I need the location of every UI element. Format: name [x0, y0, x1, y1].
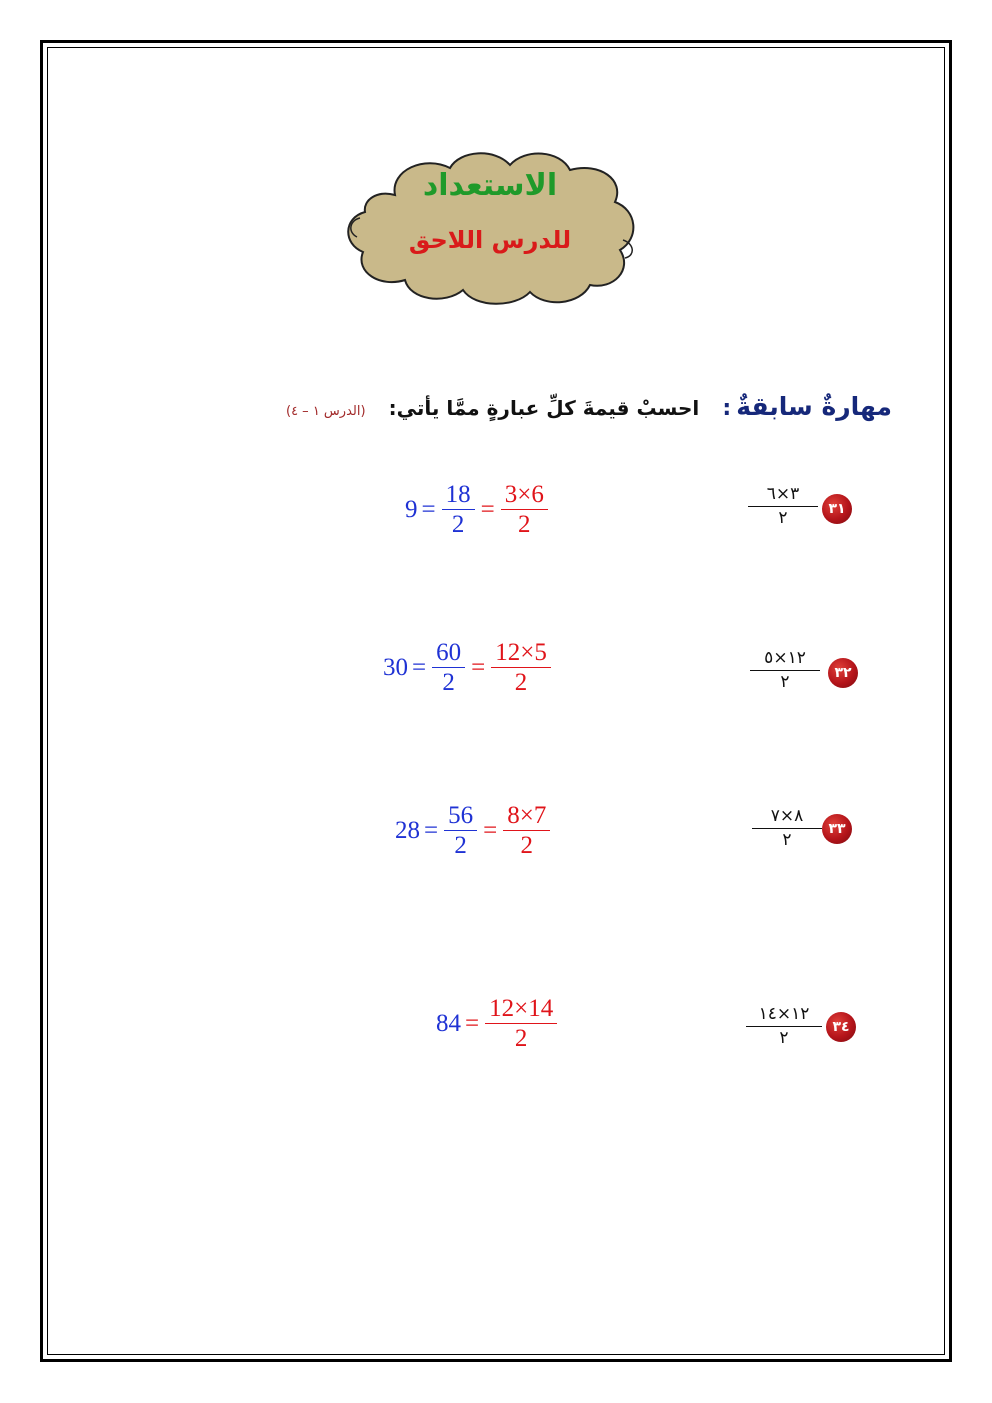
answer-expression	[383, 640, 553, 695]
fraction-numerator: 56	[444, 803, 477, 831]
problem-number-badge: ٣٢	[828, 658, 858, 688]
equals-sign: =	[465, 1009, 480, 1037]
question-numerator: ٨×٧	[752, 806, 822, 829]
question-numerator: ١٢×٥	[750, 648, 820, 671]
equals-sign: =	[412, 653, 427, 681]
answer-start-fraction	[485, 996, 557, 1051]
answer-mid-fraction	[442, 482, 475, 537]
section-subtitle: للدرس اللاحق	[408, 226, 572, 254]
fraction-denominator: 2	[451, 511, 465, 538]
instruction-line	[286, 392, 892, 421]
answer-result: 30	[383, 653, 408, 681]
equals-sign: =	[424, 816, 439, 844]
skill-colon: :	[722, 396, 732, 421]
question-denominator: ٢	[779, 1028, 789, 1048]
fraction-denominator: 2	[514, 1025, 528, 1052]
equals-sign: =	[480, 495, 495, 523]
answer-mid-fraction	[444, 803, 477, 858]
question-denominator: ٢	[782, 830, 792, 850]
fraction-numerator: 18	[442, 482, 475, 510]
answer-start-fraction	[501, 482, 548, 537]
question-fraction	[752, 806, 822, 850]
fraction-denominator: 2	[514, 669, 528, 696]
question-numerator: ٣×٦	[748, 484, 818, 507]
section-title: الاستعداد	[422, 168, 558, 203]
answer-result: 84	[436, 1009, 461, 1037]
fraction-numerator: 12×14	[485, 996, 557, 1024]
answer-result: 28	[395, 816, 420, 844]
answer-expression	[436, 996, 559, 1051]
question-fraction	[746, 1004, 822, 1048]
cloud-shape	[335, 140, 645, 310]
answer-expression	[395, 803, 552, 858]
fraction-numerator: 60	[432, 640, 465, 668]
question-denominator: ٢	[778, 508, 788, 528]
fraction-denominator: 2	[454, 832, 467, 859]
problem-number-badge: ٣١	[822, 494, 852, 524]
question-denominator: ٢	[780, 672, 790, 692]
problem-number-badge: ٣٤	[826, 1012, 856, 1042]
answer-mid-fraction	[432, 640, 465, 695]
answer-expression	[405, 482, 550, 537]
equals-sign: =	[483, 816, 498, 844]
fraction-numerator: 3×6	[501, 482, 548, 510]
fraction-numerator: 8×7	[503, 803, 550, 831]
fraction-denominator: 2	[520, 832, 534, 859]
question-numerator: ١٢×١٤	[746, 1004, 822, 1027]
lesson-reference: (الدرس ١ – ٤)	[285, 404, 366, 419]
skill-label: مهارةٌ سابقةٌ	[736, 392, 892, 421]
fraction-numerator: 12×5	[491, 640, 551, 668]
answer-result: 9	[405, 495, 418, 523]
question-fraction	[750, 648, 820, 692]
task-text: احسبْ قيمةَ كلِّ عبارةٍ ممَّا يأتي:	[388, 396, 700, 420]
answer-start-fraction	[491, 640, 551, 695]
answer-start-fraction	[503, 803, 550, 858]
fraction-denominator: 2	[518, 511, 531, 538]
fraction-denominator: 2	[442, 669, 455, 696]
equals-sign: =	[471, 653, 486, 681]
problem-number-badge: ٣٣	[822, 814, 852, 844]
question-fraction	[748, 484, 818, 528]
equals-sign: =	[421, 495, 436, 523]
